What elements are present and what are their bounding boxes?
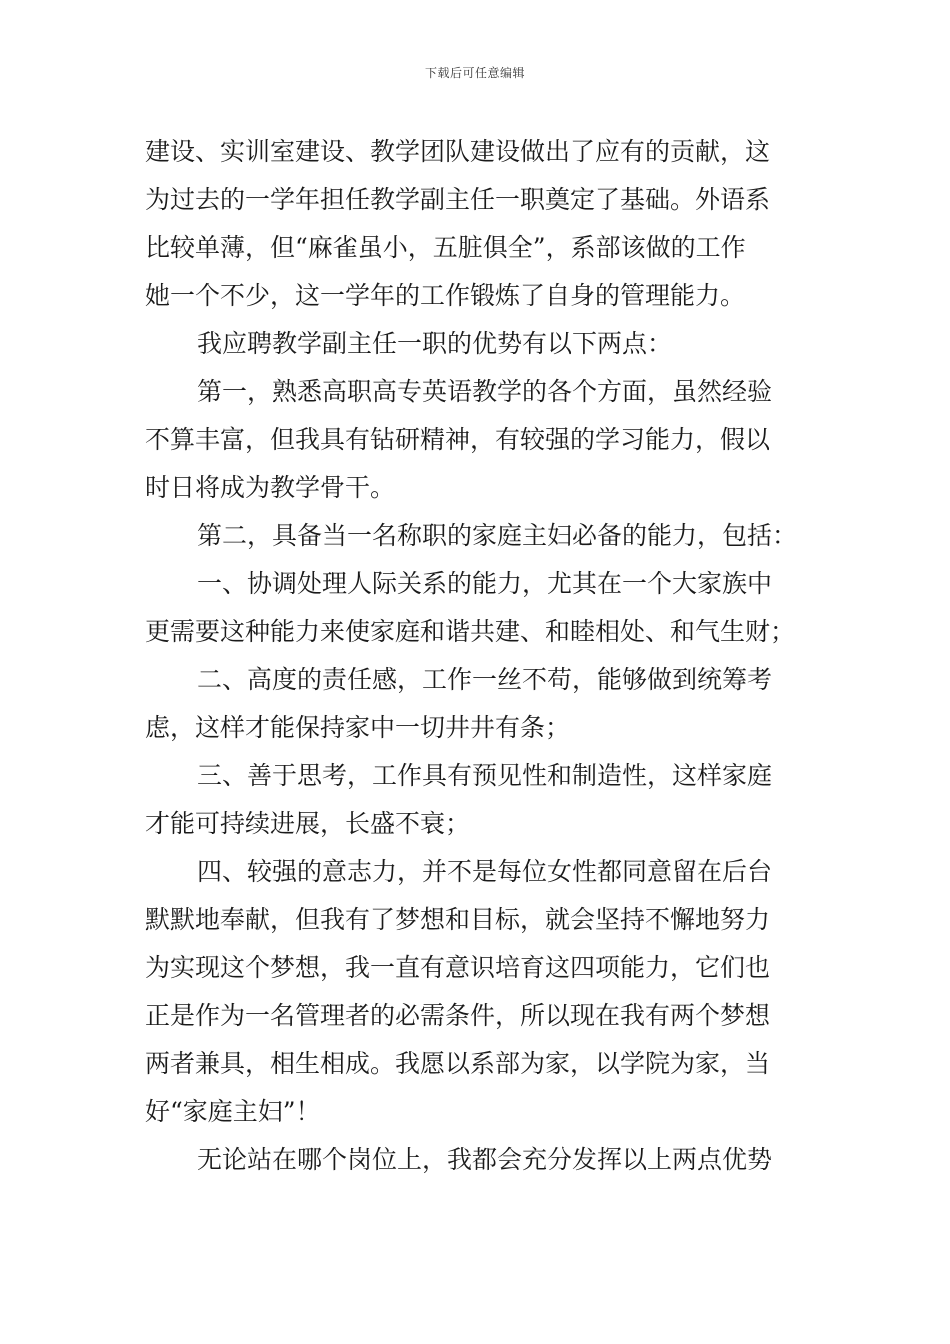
text-line: 虑，这样才能保持家中一切井井有条； bbox=[145, 713, 571, 742]
text-line: 好“家庭主妇”！ bbox=[145, 1097, 321, 1126]
text-line: 时日将成为教学骨干。 bbox=[145, 473, 396, 502]
text-line: 三、善于思考，工作具有预见性和制造性，这样家庭 bbox=[197, 761, 773, 790]
text-line: 不算丰富，但我具有钻研精神，有较强的学习能力，假以 bbox=[145, 425, 771, 454]
text-line: 四、较强的意志力，并不是每位女性都同意留在后台 bbox=[197, 857, 773, 886]
text-line: 为过去的一学年担任教学副主任一职奠定了基础。外语系 bbox=[145, 185, 771, 214]
text-line: 第二，具备当一名称职的家庭主妇必备的能力，包括： bbox=[197, 521, 798, 550]
text-line: 为实现这个梦想，我一直有意识培育这四项能力，它们也 bbox=[145, 953, 771, 982]
text-line: 我应聘教学副主任一职的优势有以下两点： bbox=[197, 329, 673, 358]
text-line: 建设、实训室建设、教学团队建设做出了应有的贡献，这 bbox=[145, 137, 771, 166]
text-line: 二、高度的责任感，工作一丝不苟，能够做到统筹考 bbox=[197, 665, 773, 694]
text-line: 一、协调处理人际关系的能力，尤其在一个大家族中 bbox=[197, 569, 773, 598]
text-line: 比较单薄，但“麻雀虽小，五脏俱全”，系部该做的工作 bbox=[145, 233, 746, 262]
document-body bbox=[145, 128, 810, 1184]
text-line: 默默地奉献，但我有了梦想和目标，就会坚持不懈地努力 bbox=[145, 905, 771, 934]
text-line: 才能可持续进展，长盛不衰； bbox=[145, 809, 471, 838]
text-line: 两者兼具，相生相成。我愿以系部为家，以学院为家，当 bbox=[145, 1049, 771, 1078]
text-line: 正是作为一名管理者的必需条件，所以现在我有两个梦想 bbox=[145, 1001, 771, 1030]
text-line: 更需要这种能力来使家庭和谐共建、和睦相处、和气生财； bbox=[145, 617, 796, 646]
text-line: 第一，熟悉高职高专英语教学的各个方面，虽然经验 bbox=[197, 377, 773, 406]
page-header: 下载后可任意编辑 bbox=[424, 66, 525, 80]
text-line: 她一个不少，这一学年的工作锻炼了自身的管理能力。 bbox=[145, 281, 746, 310]
text-line: 无论站在哪个岗位上，我都会充分发挥以上两点优势 bbox=[197, 1145, 773, 1174]
